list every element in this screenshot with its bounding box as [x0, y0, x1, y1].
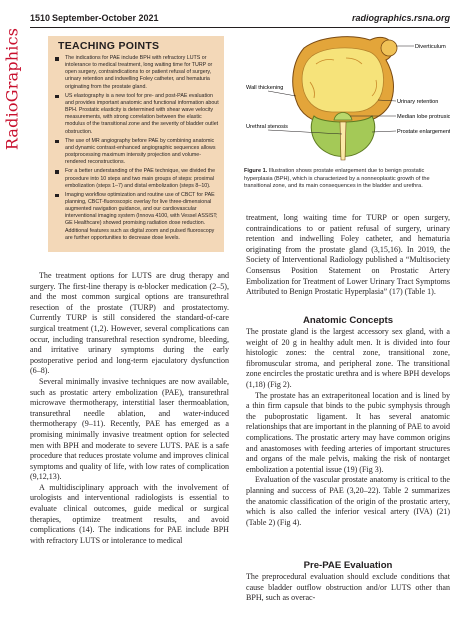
- body-paragraph: The prostate gland is the largest accessory sex gland, with a weight of 20 g in healthy adult men. It is divided into four histologic zones: the central zone, transitional zone, fibromuscular stroma, and peripheral zone. The transitional zone encircles the prostatic urethra and is where BPH develops (1,18) (Fig 2).: [246, 327, 450, 389]
- journal-logo-text: RadioGraphics: [2, 27, 22, 151]
- journal-site: radiographics.rsna.org: [351, 13, 450, 23]
- teaching-points-list: [54, 55, 220, 244]
- figure-caption-text: Illustration shows prostate enlargement due to benign prostatic hyperplasia (BPH), which is characterized by a nonneoplastic growth of the transitional zone, and its main consequences in the bladder and urethra.: [244, 168, 430, 190]
- bladder-prostate-diagram: [246, 34, 450, 162]
- issue-date: September-October 2021: [52, 13, 159, 23]
- teaching-point: US elastography is a new tool for pre- and post-PAE evaluation and provides important anatomic and functional information about BPH. Prostatic elasticity is determined with shear wave velocity measurements, with strong correlation between the elastic modulus of the transitional zone and the severity of bladder outlet obstruction.: [54, 93, 220, 136]
- section-heading-anatomic: Anatomic Concepts: [302, 315, 394, 326]
- label-wall-thickening: Wall thickening: [246, 85, 284, 91]
- figure-caption-label: Figure 1.: [244, 168, 268, 174]
- figure-caption: [244, 168, 450, 191]
- teaching-point: For a better understanding of the PAE technique, we divided the procedure into 10 steps and two main groups of steps: proximal embolization (steps 1–7) and distal embolization (steps 8–10).: [54, 168, 220, 189]
- prostatic-urethra: [340, 122, 346, 160]
- left-column-text: [30, 271, 229, 546]
- anatomic-section-text: [246, 327, 450, 528]
- header-rule: [30, 27, 450, 28]
- figure-1-illustration: [246, 34, 450, 162]
- body-paragraph: The preprocedural evaluation should exclude conditions that cause bladder outflow obstruction and/or LUTS other than BPH, such as overac-: [246, 572, 450, 603]
- label-urinary-retention: Urinary retention: [397, 99, 439, 105]
- bladder-lumen: [302, 48, 383, 112]
- journal-logo: [2, 27, 22, 151]
- teaching-points-title: TEACHING POINTS: [58, 40, 160, 52]
- teaching-point: The indications for PAE include BPH with refractory LUTS or intolerance to medical treatment, long waiting time for TURP or open surgery, contraindications to or patient refusal of surgery, urinary retention and indwelling Foley catheter, and hematuria originating from the prostate gland.: [54, 55, 220, 91]
- body-paragraph: The treatment options for LUTS are drug therapy and surgery. The first-line therapy is α-blocker medication (2–5), and the most common surgical options are transurethral resection of the prostate (TURP) and prostatectomy. Currently TURP is still considered the standard-of-care surgical treatment (1,2). However, several complications can occur, including transurethral resection syndrome, bleeding, and irritative urinary symptoms during the early postoperative period and long-term ejaculatory dysfunction (6–8).: [30, 271, 229, 376]
- body-paragraph: Evaluation of the vascular prostate anatomy is critical to the planning and success of PAE (3,20–22). Table 2 summarizes the anatomic classification of the origin of the prostatic artery, which is also called the inferior vesical artery (IVA) (21) (Table 2) (Fig 4).: [246, 475, 450, 527]
- right-column-top-text: [246, 213, 450, 298]
- pre-pae-section-text: [246, 572, 450, 604]
- body-paragraph: treatment, long waiting time for TURP or open surgery, contraindications to or patient refusal of surgery, urinary retention and indwelling Foley catheter, and hematuria originating from the prostate gland (3,15,16). In 2019, the Society of Interventional Radiology published a “Multisociety Consensus Position Statement on Prostatic Artery Embolization for Treatment of Lower Urinary Tract Symptoms Attributed to Benign Prostatic Hyperplasia” (17) (Table 1).: [246, 213, 450, 297]
- teaching-point: The use of MR angiography before PAE by combining anatomic and dynamic contrast-enhanced angiographic sequences allows postprocessing maximum intensity projection and volume-rendered reconstructions.: [54, 138, 220, 167]
- body-paragraph: Several minimally invasive techniques are now available, such as prostatic artery embolization (PAE), transurethral microwave thermotherapy, interstitial laser thermoablation, transurethral needle ablation, and water-induced thermotherapy (9–11). Recently, PAE has emerged as a promising minimally invasive treatment option for selected men with BPH and moderate to severe LUTS. PAE is a safe procedure that reduces prostate volume and improves clinical symptoms and quality of life, with low rates of complication (9,12,13).: [30, 376, 229, 482]
- section-heading-pre-pae: Pre-PAE Evaluation: [303, 560, 393, 571]
- label-prostate-enlargement: Prostate enlargement: [397, 129, 450, 135]
- label-diverticulum: Diverticulum: [415, 44, 446, 50]
- body-paragraph: The prostate has an extraperitoneal location and is lined by a thin firm capsule that binds to the pubic symphysis through the puboprostatic ligament. It has several anatomic relationships that are important in the planning of PAE to avoid complications. The prostatic artery may have common origins and anastomoses with feeding arteries of important structures and organs of the male pelvis, making the risk of nontarget embolization a potential issue (19) (Fig 3).: [246, 390, 450, 474]
- page-number: 1510: [30, 13, 51, 23]
- teaching-point: Imaging workflow optimization and routine use of CBCT for PAE planning, CBCT-fluoroscopic overlay for live three-dimensional augmented navigation guidance, and our cardiovascular interventional imaging system (Innova 4100, with Vessel ASSIST; GE Healthcare) showed promising radiation dose reduction. Additional features such as digital zoom and pulsed fluoroscopy are further opportunities to decrease dose levels.: [54, 192, 220, 242]
- label-median-lobe: Median lobe protrusion: [397, 114, 450, 120]
- diverticulum: [381, 40, 397, 56]
- body-paragraph: A multidisciplinary approach with the involvement of urologists and interventional radiologists is essential to evaluate clinical outcomes, guide medical or surgical therapies, optimize treatment results, and avoid complications (14). The indications for PAE include BPH with refractory LUTS or intolerance to medical: [30, 482, 229, 545]
- label-urethral-stenosis: Urethral stenosis: [246, 124, 288, 130]
